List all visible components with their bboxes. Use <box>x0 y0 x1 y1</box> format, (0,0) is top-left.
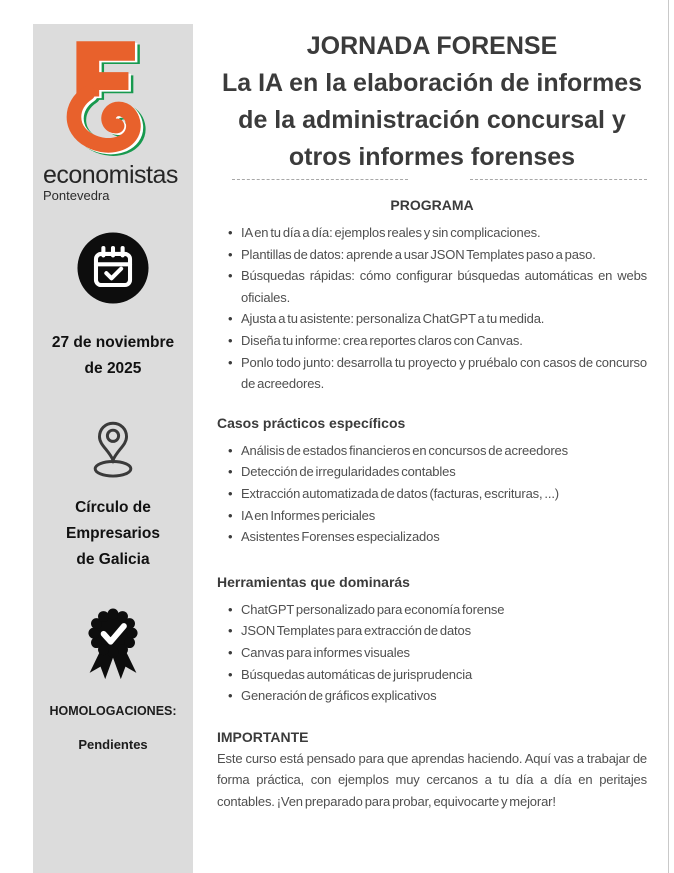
herramientas-heading: Herramientas que dominarás <box>217 573 410 590</box>
dashed-divider <box>217 179 647 180</box>
logo-subname: Pontevedra <box>43 188 110 203</box>
logo-name: economistas <box>43 161 178 189</box>
casos-item: • Análisis de estados financieros en concursos de acreedores <box>241 440 647 462</box>
page-edge-line <box>668 0 669 873</box>
program-list <box>217 222 647 395</box>
casos-list <box>217 440 647 548</box>
venue-line: Círculo de <box>75 499 151 516</box>
subtitle: La IA en la elaboración de informes de la administración concursal y otros informes forenses <box>221 69 643 171</box>
casos-item: • Detección de irregularidades contables <box>241 461 647 483</box>
herramientas-item: • Canvas para informes visuales <box>241 642 647 664</box>
herramientas-item: • ChatGPT personalizado para economía forense <box>241 599 647 621</box>
program-item: • Diseña tu informe: crea reportes claros con Canvas. <box>241 330 647 352</box>
main-content <box>217 24 647 812</box>
logo <box>33 24 193 203</box>
calendar-check-icon <box>33 231 193 310</box>
homologaciones-value: Pendientes <box>78 737 148 752</box>
venue-line: de Galicia <box>76 551 150 568</box>
location-pin-icon <box>33 418 193 485</box>
program-item: • Ponlo todo junto: desarrolla tu proyecto y pruébalo con casos de concurso de acreedores. <box>241 352 647 395</box>
program-heading: PROGRAMA <box>390 197 474 213</box>
event-date-line: de 2025 <box>84 360 142 377</box>
program-item: • IA en tu día a día: ejemplos reales y sin complicaciones. <box>241 222 647 244</box>
sidebar <box>33 24 193 873</box>
homologaciones-label: HOMOLOGACIONES: <box>49 704 177 718</box>
event-date <box>33 330 193 382</box>
venue-line: Empresarios <box>66 525 160 542</box>
importante-body: Este curso está pensado para que aprendas haciendo. Aquí vas a trabajar de forma práctica, con ejemplos muy cercanos a tu día a día en peritajes contables. ¡Ven preparado para probar, equivocarte y mejorar! <box>217 750 647 809</box>
casos-item: • IA en Informes periciales <box>241 505 647 527</box>
herramientas-item: • JSON Templates para extracción de datos <box>241 620 647 642</box>
herramientas-list <box>217 599 647 707</box>
program-item: • Búsquedas rápidas: cómo configurar búsquedas automáticas en webs oficiales. <box>241 265 647 308</box>
casos-heading: Casos prácticos específicos <box>217 414 406 431</box>
venue <box>33 495 193 573</box>
page-title <box>217 28 647 176</box>
program-item: • Ajusta a tu asistente: personaliza ChatGPT a tu medida. <box>241 308 647 330</box>
economistas-e-logo-icon <box>52 38 174 160</box>
herramientas-item: • Generación de gráficos explicativos <box>241 685 647 707</box>
importante-heading: IMPORTANTE <box>217 728 309 745</box>
event-date-line: 27 de noviembre <box>51 334 175 351</box>
casos-item: • Extracción automatizada de datos (facturas, escrituras, ...) <box>241 483 647 505</box>
program-item: • Plantillas de datos: aprende a usar JSON Templates paso a paso. <box>241 244 647 266</box>
award-ribbon-icon <box>33 605 193 688</box>
herramientas-item: • Búsquedas automáticas de jurisprudencia <box>241 664 647 686</box>
casos-item: • Asistentes Forenses especializados <box>241 526 647 548</box>
title-line: JORNADA FORENSE <box>306 32 558 60</box>
